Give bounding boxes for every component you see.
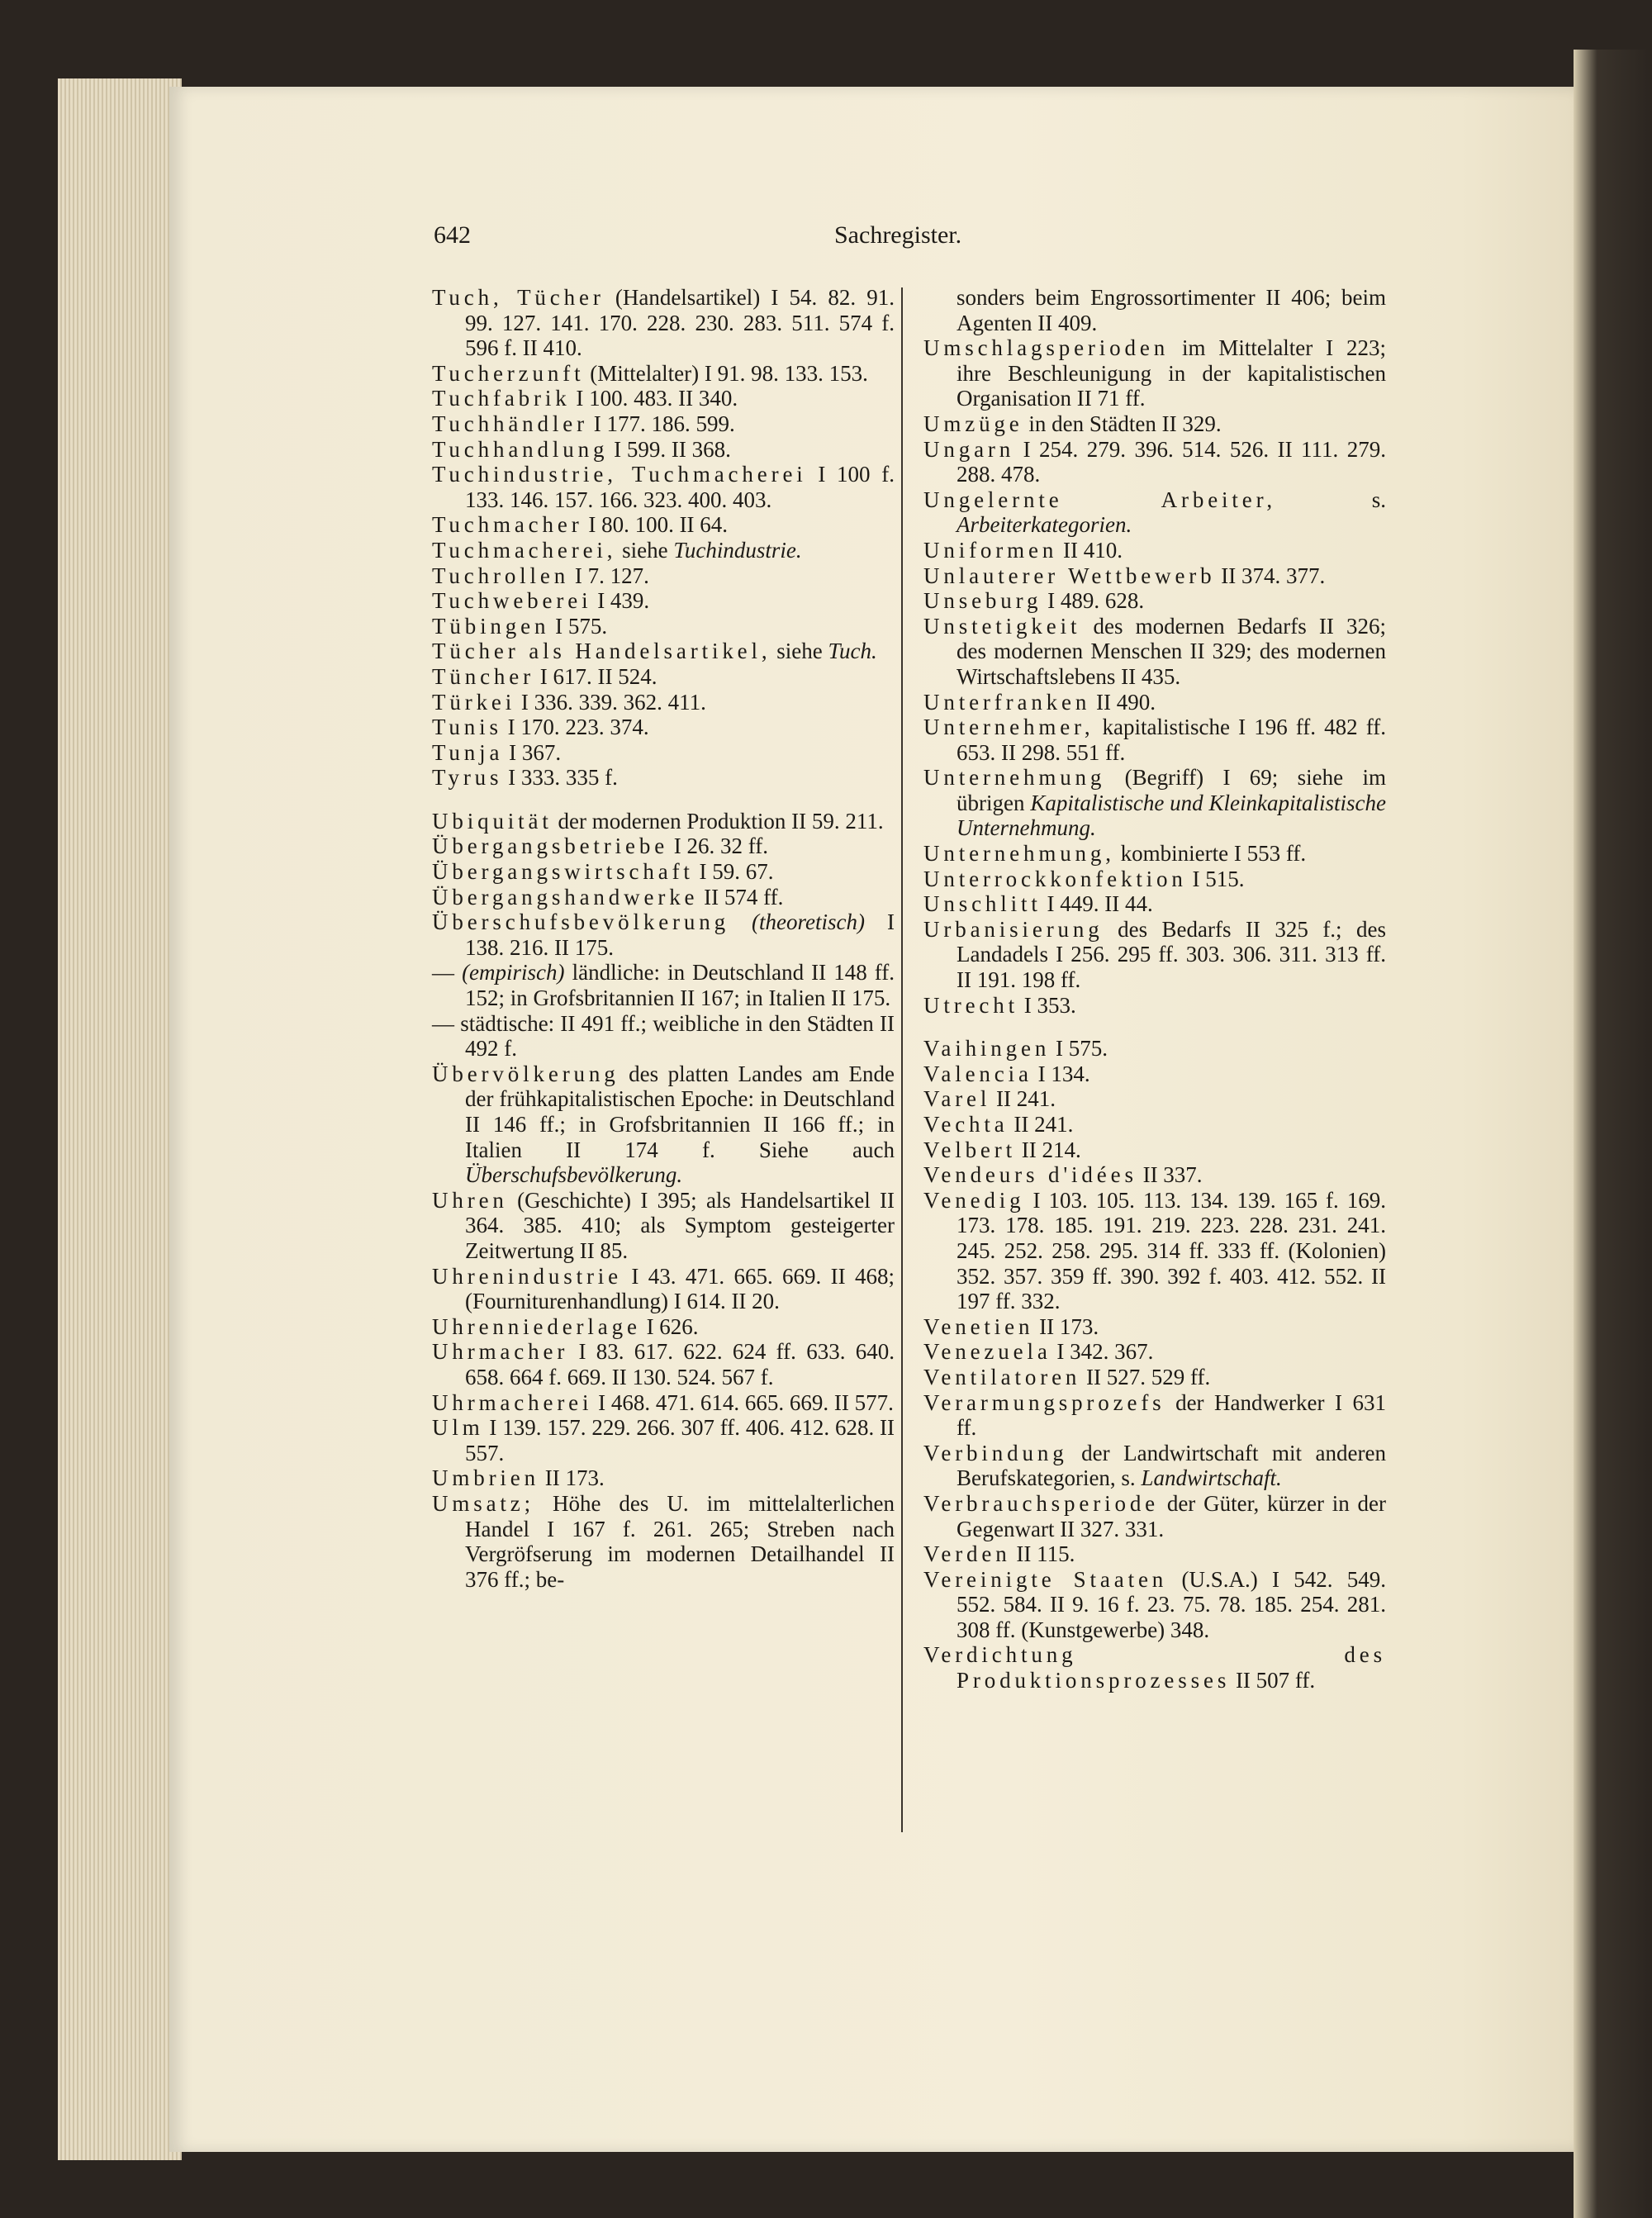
entry-term: Ventilatoren	[923, 1364, 1081, 1389]
entry-term: Unterrockkonfektion	[923, 866, 1187, 891]
entry-term: Tuchindustrie, Tuchmacherei	[432, 462, 807, 487]
entry-references: — städtische: II 491 ff.; weibliche in den Städten II 492 f.	[432, 1010, 895, 1062]
entry-references: I 439.	[597, 588, 650, 614]
index-entry	[432, 690, 895, 715]
index-entry	[923, 1339, 1386, 1365]
entry-term: Tucherzunft	[432, 360, 585, 386]
entry-term: Tuchfabrik	[432, 386, 571, 411]
entry-references: I 177. 186. 599.	[593, 411, 735, 436]
entry-references: I 575.	[1055, 1036, 1108, 1062]
index-entry	[923, 1062, 1386, 1087]
entry-term: Velbert	[923, 1137, 1016, 1162]
entry-term: Überschufsbevölkerung	[432, 910, 729, 935]
entry-references: I 170. 223. 374.	[507, 715, 649, 740]
index-entry	[923, 285, 1386, 335]
running-head: Sachregister.	[834, 221, 962, 249]
entry-cross-reference: Arbeiterkategorien.	[957, 512, 1132, 538]
entry-term: Ubiquität	[432, 808, 553, 834]
entry-references: —	[432, 960, 463, 986]
index-entry	[923, 1541, 1386, 1567]
index-entry	[923, 765, 1386, 841]
index-entry	[923, 538, 1386, 563]
entry-term: Vaihingen	[923, 1036, 1051, 1062]
entry-term: Unstetigkeit	[923, 613, 1081, 639]
index-entry	[923, 690, 1386, 715]
entry-term: Umzüge	[923, 411, 1023, 436]
entry-term: Utrecht	[923, 992, 1018, 1018]
entry-references: (Geschichte) I 395; als Handelsartikel II 364. 385. 410; als Symptom gesteigerter Zeitwertung II 85.	[465, 1187, 895, 1263]
entry-references: I 468. 471. 614. 665. 669. II 577.	[598, 1389, 894, 1415]
entry-term: Verdichtung des Produktionsprozesses	[923, 1642, 1386, 1693]
entry-references: I 59. 67.	[699, 859, 774, 885]
index-entry	[923, 1036, 1386, 1062]
entry-term: Tuchmacherei,	[432, 537, 617, 563]
entry-references: II 337.	[1142, 1162, 1203, 1188]
entry-references: des platten Landes am Ende der frühkapitalistischen Epoche: in Deutschland II 146 ff.; in Grofsbritannien II 166 ff.; in Italien II 174 f. Siehe auch	[465, 1061, 895, 1162]
entry-term: Tüncher	[432, 663, 534, 689]
entry-term: Verbindung	[923, 1440, 1068, 1465]
entry-term: Vendeurs d'idées	[923, 1162, 1137, 1188]
index-entry	[923, 1162, 1386, 1188]
entry-term: Tuchrollen	[432, 563, 570, 588]
index-entry	[923, 1086, 1386, 1112]
index-entry	[432, 614, 895, 639]
entry-term: Unschlitt	[923, 891, 1042, 917]
entry-term: Ulm	[432, 1415, 484, 1441]
entry-references: I 254. 279. 396. 514. 526. II 111. 279. 288. 478.	[957, 436, 1386, 487]
entry-term: Türkei	[432, 689, 516, 715]
entry-term: Tuchhandlung	[432, 436, 609, 462]
entry-references: im Mittelalter I 223; ihre Beschleunigung in der kapitalistischen Organisation II 71 ff.	[957, 335, 1386, 411]
entry-term: Umschlagsperioden	[923, 335, 1170, 361]
index-entry	[432, 834, 895, 859]
entry-term: Übergangsbetriebe	[432, 834, 669, 859]
index-entry	[923, 993, 1386, 1019]
index-entry	[432, 1062, 895, 1188]
index-entry	[432, 1314, 895, 1340]
entry-term: Tunja	[432, 739, 504, 765]
entry-references: des modernen Bedarfs II 326; des modernen Menschen II 329; des modernen Wirtschaftslebens II 435.	[957, 613, 1386, 689]
entry-term: Tuch, Tücher	[432, 285, 605, 310]
entry-term: Tübingen	[432, 613, 550, 639]
index-entry	[923, 437, 1386, 487]
entry-term: Übergangshandwerke	[432, 884, 699, 910]
entry-references: I 342. 367.	[1056, 1339, 1154, 1365]
entry-references: II 115.	[1016, 1541, 1075, 1567]
entry-references: I 353.	[1023, 992, 1076, 1018]
entry-references: I 43. 471. 665. 669. II 468; (Fourniturenhandlung) I 614. II 20.	[465, 1263, 895, 1314]
entry-term: Vechta	[923, 1112, 1009, 1137]
entry-references: I 575.	[555, 613, 608, 639]
entry-term: Unternehmung,	[923, 841, 1115, 867]
index-entry	[923, 715, 1386, 765]
index-entry	[923, 1365, 1386, 1390]
index-entry	[432, 538, 895, 563]
entry-references: des Bedarfs II 325 f.; des Landadels I 256. 295 ff. 303. 306. 311. 313 ff. II 191. 198 ff.	[957, 916, 1386, 993]
entry-references: der Güter, kürzer in der Gegenwart II 327. 331.	[957, 1490, 1387, 1541]
entry-references: der Landwirtschaft mit anderen Berufskategorien, s.	[957, 1440, 1387, 1491]
entry-term: Varel	[923, 1086, 991, 1112]
index-entry	[432, 765, 895, 791]
entry-references: I 336. 339. 362. 411.	[520, 689, 706, 715]
index-entry	[432, 1390, 895, 1416]
entry-term: Uniformen	[923, 537, 1058, 563]
entry-references: siehe	[776, 639, 823, 664]
index-entry	[432, 1339, 895, 1389]
index-entry	[432, 664, 895, 690]
entry-references: II 574 ff.	[704, 884, 784, 910]
index-entry	[923, 1314, 1386, 1340]
entry-references: II 410.	[1062, 537, 1123, 563]
entry-term: Ungelernte Arbeiter,	[923, 487, 1277, 512]
index-entry	[432, 1415, 895, 1465]
entry-references: II 173.	[1039, 1313, 1099, 1339]
index-entry	[432, 512, 895, 538]
index-column-left	[432, 285, 895, 1592]
index-entry	[432, 1264, 895, 1314]
entry-term: Urbanisierung	[923, 916, 1104, 942]
entry-term: Tyrus	[432, 765, 503, 791]
entry-term: Verbrauchsperiode	[923, 1490, 1160, 1516]
entry-term: Tunis	[432, 715, 502, 740]
entry-term: Übergangswirtschaft	[432, 859, 694, 885]
index-entry	[432, 715, 895, 740]
index-entry	[432, 1188, 895, 1264]
index-entry	[923, 1112, 1386, 1137]
index-entry	[923, 841, 1386, 867]
entry-term: Umsatz;	[432, 1490, 534, 1516]
index-entry	[432, 639, 895, 664]
index-entry	[923, 335, 1386, 411]
entry-cross-reference: Überschufsbevölkerung.	[465, 1162, 683, 1188]
entry-references: I 7. 127.	[574, 563, 649, 588]
entry-references: kombinierte I 553 ff.	[1120, 841, 1307, 867]
index-entry	[923, 1390, 1386, 1441]
entry-references: I 138. 216. II 175.	[465, 910, 895, 960]
entry-references: I 626.	[646, 1313, 699, 1339]
entry-cross-reference: Tuchindustrie.	[673, 537, 802, 563]
entry-references: (Handelsartikel) I 54. 82. 91. 99. 127. 141. 170. 228. 230. 283. 511. 574 f. 596 f. II 410.	[465, 285, 895, 361]
entry-references: in den Städten II 329.	[1028, 411, 1222, 436]
entry-references: I 103. 105. 113. 134. 139. 165 f. 169. 173. 178. 185. 191. 219. 223. 228. 231. 241. 245. 252. 258. 295. 314 ff. 333 ff. (Kolonien) 352. 357. 359 ff. 390. 392 f. 403. 412. 552. II 197 ff. 332.	[957, 1187, 1387, 1314]
book-cover-edge	[1574, 50, 1652, 2218]
entry-references: ländliche: in Deutschland II 148 ff. 152; in Grofsbritannien II 167; in Italien II 175.	[465, 960, 895, 1011]
book-page-edges	[58, 78, 182, 2160]
index-entry	[432, 361, 895, 387]
entry-term: Uhrenniederlage	[432, 1313, 641, 1339]
entry-term: Vereinigte Staaten	[923, 1566, 1168, 1592]
entry-cross-reference: Tuch.	[828, 639, 877, 664]
entry-references: (Mittelalter) I 91. 98. 133. 153.	[590, 360, 868, 386]
entry-term: Uhren	[432, 1187, 508, 1213]
index-entry	[432, 1011, 895, 1062]
entry-references: der modernen Produktion II 59. 211.	[558, 808, 884, 834]
entry-references: I 333. 335 f.	[508, 765, 618, 791]
entry-references: I 449. II 44.	[1047, 891, 1153, 917]
page-header	[434, 221, 962, 261]
entry-term: Unterfranken	[923, 689, 1091, 715]
index-entry	[923, 867, 1386, 892]
entry-term: Tuchweberei	[432, 588, 592, 614]
entry-term: Tuchmacher	[432, 512, 583, 538]
index-entry	[923, 891, 1386, 917]
index-entry	[432, 1491, 895, 1592]
entry-references: II 214.	[1021, 1137, 1081, 1162]
entry-references: der Handwerker I 631 ff.	[957, 1389, 1386, 1441]
entry-term: Uhrmacher	[432, 1339, 569, 1365]
entry-references: I 83. 617. 622. 624 ff. 633. 640. 658. 664 f. 669. II 130. 524. 567 f.	[465, 1339, 895, 1389]
entry-references: I 139. 157. 229. 266. 307 ff. 406. 412. 628. II 557.	[465, 1415, 895, 1465]
page-number: 642	[434, 221, 471, 249]
entry-references: I 80. 100. II 64.	[588, 512, 729, 538]
entry-references: s.	[1371, 487, 1387, 512]
entry-references: I 367.	[509, 739, 562, 765]
entry-references: (Begriff) I 69; siehe im übrigen	[957, 765, 1387, 815]
index-entry	[432, 960, 895, 1010]
entry-references: I 26. 32 ff.	[673, 834, 769, 859]
entry-term: Verden	[923, 1541, 1011, 1567]
entry-references: I 599. II 368.	[614, 436, 731, 462]
index-entry	[923, 563, 1386, 589]
entry-term: Übervölkerung	[432, 1061, 620, 1086]
index-column-right	[923, 285, 1386, 1693]
index-entry	[432, 809, 895, 834]
entry-references: II 507 ff.	[1235, 1668, 1316, 1693]
index-entry	[432, 1465, 895, 1491]
index-entry	[923, 411, 1386, 437]
index-entry	[923, 1567, 1386, 1643]
entry-references: siehe	[622, 537, 668, 563]
entry-cross-reference: (theoretisch)	[752, 910, 865, 935]
index-entry	[432, 411, 895, 437]
entry-term: Verarmungsprozefs	[923, 1389, 1165, 1415]
entry-references: I 100. 483. II 340.	[576, 386, 738, 411]
entry-cross-reference: Kapitalistische und Kleinkapitalistische Unternehmung.	[957, 790, 1386, 841]
entry-references: I 489. 628.	[1047, 588, 1145, 614]
index-entry	[432, 386, 895, 411]
entry-term: Unlauterer Wettbewerb	[923, 563, 1216, 588]
entry-references: I 515.	[1192, 866, 1245, 891]
entry-references: II 374. 377.	[1221, 563, 1326, 588]
index-entry	[432, 588, 895, 614]
entry-term: Valencia	[923, 1061, 1032, 1086]
entry-term: Unseburg	[923, 588, 1042, 614]
entry-references: II 490.	[1096, 689, 1156, 715]
entry-term: Venedig	[923, 1187, 1025, 1213]
entry-term: Tücher als Handelsartikel,	[432, 639, 771, 664]
entry-references: I 134.	[1037, 1061, 1090, 1086]
index-entry	[432, 563, 895, 589]
index-entry	[923, 588, 1386, 614]
entry-term: Ungarn	[923, 436, 1015, 462]
entry-term: Venezuela	[923, 1339, 1051, 1365]
index-entry	[432, 740, 895, 766]
index-entry	[432, 285, 895, 361]
index-entry	[923, 487, 1386, 538]
entry-term: Umbrien	[432, 1465, 539, 1491]
entry-term: Venetien	[923, 1313, 1034, 1339]
index-entry	[923, 1137, 1386, 1163]
index-entry	[432, 885, 895, 910]
index-entry	[923, 1188, 1386, 1314]
index-entry	[432, 462, 895, 512]
index-entry	[923, 1491, 1386, 1541]
entry-references: (U.S.A.) I 542. 549. 552. 584. II 9. 16 f. 23. 75. 78. 185. 254. 281. 308 ff. (Kunstgewerbe) 348.	[957, 1566, 1387, 1642]
index-entry	[923, 1441, 1386, 1491]
entry-references: I 100 f. 133. 146. 157. 166. 323. 400. 403.	[465, 462, 895, 512]
index-entry	[923, 917, 1386, 993]
index-entry	[923, 614, 1386, 690]
entry-references: sonders beim Engrossortimenter II 406; beim Agenten II 409.	[957, 285, 1386, 335]
entry-references: II 241.	[996, 1086, 1056, 1112]
index-entry	[432, 859, 895, 885]
entry-references: II 173.	[544, 1465, 605, 1491]
entry-term: Unternehmung	[923, 765, 1106, 791]
entry-references: II 527. 529 ff.	[1086, 1364, 1211, 1389]
index-entry	[432, 437, 895, 463]
entry-references: II 241.	[1014, 1112, 1074, 1137]
index-entry	[432, 910, 895, 960]
entry-cross-reference: (empirisch)	[462, 960, 565, 986]
entry-term: Tuchhändler	[432, 411, 588, 436]
index-entry	[923, 1642, 1386, 1693]
entry-cross-reference: Landwirtschaft.	[1141, 1465, 1282, 1491]
entry-term: Uhrmacherei	[432, 1389, 593, 1415]
entry-term: Unternehmer,	[923, 715, 1094, 740]
entry-references: kapitalistische I 196 ff. 482 ff. 653. II 298. 551 ff.	[957, 715, 1386, 765]
entry-references: Höhe des U. im mittelalterlichen Handel I 167 f. 261. 265; Streben nach Vergröfserung im modernen Detailhandel II 376 ff.; be-	[465, 1490, 895, 1592]
column-divider	[901, 287, 903, 1832]
entry-references: I 617. II 524.	[539, 663, 657, 689]
entry-term: Uhrenindustrie	[432, 1263, 623, 1289]
